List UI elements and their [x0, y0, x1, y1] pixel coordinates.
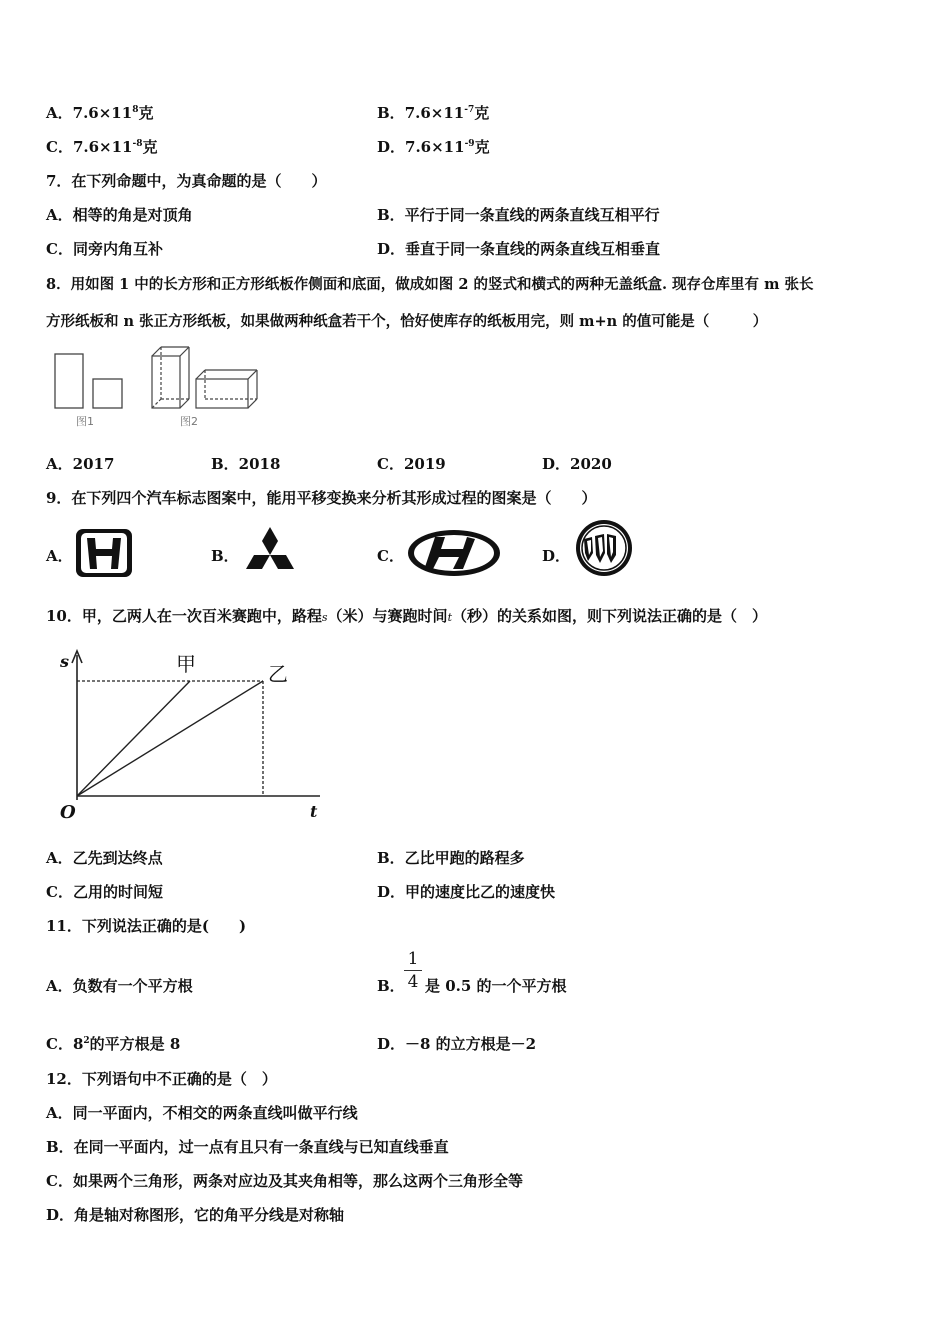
q6-d-base: 7.6×11 [405, 138, 465, 156]
q6-option-a [46, 102, 153, 123]
q10-stem-middle: （米）与赛跑时间 [327, 607, 448, 625]
q7-stem: 7．在下列命题中，为真命题的是（ ） [46, 172, 327, 190]
q7-option-a: A．相等的角是对顶角 [46, 206, 193, 224]
q10-option-c: C．乙用的时间短 [46, 883, 163, 901]
q10-option-b: B．乙比甲跑的路程多 [377, 849, 525, 867]
jia-line [77, 681, 190, 796]
yi-line [77, 681, 263, 796]
fig2-horizontal-box [196, 370, 257, 408]
buick-logo-icon [574, 517, 634, 579]
fig1-rectangle [55, 354, 83, 408]
q10-stem-suffix: （秒）的关系如图，则下列说法正确的是（ ） [451, 607, 767, 625]
q9-option-a-label: A． [46, 547, 73, 565]
fraction-denominator: 4 [404, 970, 422, 992]
q11-c-base: C．8 [46, 1035, 84, 1053]
q12-option-b: B．在同一平面内，过一点有且只有一条直线与已知直线垂直 [46, 1138, 449, 1156]
q6-a-unit: 克 [138, 104, 154, 122]
fig2-caption: 图2 [180, 415, 198, 428]
q6-c-label: C． [46, 138, 73, 156]
fig1-square [93, 379, 122, 408]
q10-stem [46, 605, 767, 626]
q10-t-variable: t [447, 611, 452, 624]
honda-logo-icon [74, 527, 134, 579]
q6-a-label: A． [46, 104, 73, 122]
q6-b-base: 7.6×11 [404, 104, 465, 122]
q12-option-d: D．角是轴对称图形，它的角平分线是对称轴 [46, 1206, 345, 1224]
q9-stem: 9．在下列四个汽车标志图案中，能用平移变换来分析其形成过程的图案是（ ） [46, 489, 597, 507]
fig1-caption: 图1 [76, 415, 94, 428]
q8-option-a: A．2017 [46, 455, 115, 473]
q11-c-rest: 的平方根是 8 [89, 1035, 181, 1053]
q10-graph [50, 645, 340, 830]
q8-option-b: B．2018 [211, 455, 281, 473]
q9-option-d-label: D． [542, 547, 571, 565]
origin-label: O [60, 802, 76, 823]
q6-b-label: B． [377, 104, 405, 122]
q6-b-unit: 克 [474, 104, 490, 122]
q11-option-b-label: B． [377, 977, 405, 995]
q7-option-d: D．垂直于同一条直线的两条直线互相垂直 [377, 240, 661, 258]
q12-option-a: A．同一平面内，不相交的两条直线叫做平行线 [46, 1104, 358, 1122]
q12-stem: 12．下列语句中不正确的是（ ） [46, 1070, 277, 1088]
q6-a-exp: 8 [132, 105, 139, 115]
q11-stem: 11．下列说法正确的是( ) [46, 917, 247, 935]
q7-option-b: B．平行于同一条直线的两条直线互相平行 [377, 206, 660, 224]
q9-option-b-label: B． [211, 547, 239, 565]
x-axis-label: t [310, 802, 318, 821]
q6-b-exp: -7 [464, 105, 475, 115]
q8-option-d: D．2020 [542, 455, 612, 473]
q6-d-label: D． [377, 138, 406, 156]
q8-option-c: C．2019 [377, 455, 446, 473]
fraction-numerator: 1 [407, 949, 419, 969]
q10-s-variable: s [321, 611, 328, 624]
q6-c-exp: -8 [132, 139, 143, 149]
q10-option-d: D．甲的速度比乙的速度快 [377, 883, 556, 901]
q6-option-c [46, 136, 158, 157]
q11-option-c [46, 1033, 180, 1054]
q6-c-unit: 克 [142, 138, 158, 156]
q10-option-a: A．乙先到达终点 [46, 849, 163, 867]
q8-stem-line1: 8．用如图 1 中的长方形和正方形纸板作侧面和底面，做成如图 2 的竖式和横式的两种无盖纸盒. 现存仓库里有 m 张长 [46, 276, 814, 293]
q12-option-c: C．如果两个三角形，两条对应边及其夹角相等，那么这两个三角形全等 [46, 1172, 523, 1190]
q6-d-unit: 克 [474, 138, 490, 156]
q6-option-b [377, 102, 489, 123]
fig2-vertical-box [152, 347, 189, 408]
q9-option-c-label: C． [377, 547, 404, 565]
q11-fraction [404, 949, 422, 992]
y-axis-label: s [60, 652, 70, 671]
q8-stem-line2: 方形纸板和 n 张正方形纸板，如果做两种纸盒若干个，恰好使库存的纸板用完，则 m+n 的值可能是（ ） [46, 313, 768, 330]
q10-stem-prefix: 10．甲，乙两人在一次百米赛跑中，路程 [46, 607, 322, 625]
q6-d-exp: -9 [464, 139, 475, 149]
q8-figure [50, 340, 265, 435]
q7-option-c: C．同旁内角互补 [46, 240, 163, 258]
q11-option-d: D．－8 的立方根是－2 [377, 1035, 537, 1053]
q6-option-d [377, 136, 490, 157]
mitsubishi-logo-icon [240, 525, 300, 579]
q6-c-base: 7.6×11 [72, 138, 133, 156]
jia-label: 甲 [176, 652, 196, 676]
hyundai-logo-icon [405, 527, 503, 579]
q11-option-b-text: 是 0.5 的一个平方根 [425, 977, 567, 995]
q11-c-exp: 2 [83, 1036, 90, 1046]
q6-a-base: 7.6×11 [72, 104, 133, 122]
yi-label: 乙 [268, 662, 288, 686]
q11-option-a: A．负数有一个平方根 [46, 977, 193, 995]
